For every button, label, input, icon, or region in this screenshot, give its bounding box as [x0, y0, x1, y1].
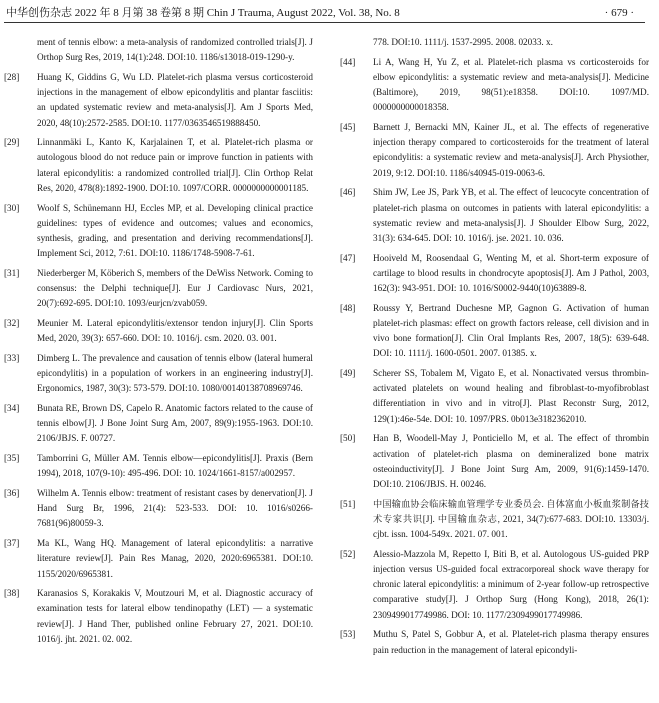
- reference-entry: [4, 486, 313, 532]
- reference-entry: [340, 55, 649, 116]
- reference-text: Han B, Woodell-May J, Ponticiello M, et al. The effect of thrombin activation of platelet-rich plasma on demineralized bone matrix osteoinductivity[J]. J Bone Joint Surg Am, 2009, 91(6):1459-1470. DOI:10. 2106/JBJS. H. 00246.: [373, 433, 649, 489]
- reference-entry: [340, 547, 649, 623]
- reference-entry: [4, 316, 313, 346]
- reference-column-right: [340, 35, 649, 662]
- reference-entry: [4, 266, 313, 312]
- reference-number: [48]: [340, 302, 356, 313]
- reference-number: [44]: [340, 56, 356, 67]
- reference-text: 778. DOI:10. 1111/j. 1537-2995. 2008. 02033. x.: [373, 37, 553, 47]
- reference-text: Karanasios S, Korakakis V, Moutzouri M, et al. Diagnostic accuracy of examination tests for lateral elbow tendinopathy (LET) — a systematic review[J]. J Hand Ther, published online February 27, 2021. DOI:10. 1016/j. jht. 2021. 02. 002.: [37, 588, 313, 644]
- reference-text: Huang K, Giddins G, Wu LD. Platelet-rich plasma versus corticosteroid injections in the management of elbow epicondylitis and plantar fasciitis: an updated systematic review and meta-analysis[J]. Am J Sports Med, 2020, 48(10):2572-2585. DOI:10. 1177/0363546519888450.: [37, 71, 313, 128]
- reference-number: [28]: [4, 71, 20, 82]
- reference-entry: [340, 301, 649, 362]
- reference-entry: [4, 351, 313, 397]
- reference-text: Scherer SS, Tobalem M, Vigato E, et al. Nonactivated versus thrombin-activated platelets on wound healing and fibroblast-to-myofibroblast differentiation in vivo and in vitro[J]. Plast Reconstr Surg, 2012, 129(1):46e-54e. DOI: 10. 1097/PRS. 0b013e3182362010.: [373, 368, 649, 424]
- reference-column-left: [4, 35, 313, 652]
- reference-number: [51]: [340, 498, 356, 509]
- running-header: [6, 6, 634, 20]
- reference-text: Roussy Y, Bertrand Duchesne MP, Gagnon G. Activation of human platelet-rich plasmas: effect on growth factors release, cell division and in vivo bone formation[J]. Clin Oral Implants Res, 2007, 18(5): 639-648. DOI: 10. 1111/j. 1600-0501. 2007. 01385. x.: [373, 302, 649, 359]
- reference-number: [38]: [4, 588, 20, 599]
- reference-entry: [4, 70, 313, 131]
- header-rule: [4, 22, 645, 23]
- reference-number: [30]: [4, 202, 20, 213]
- reference-number: [29]: [4, 137, 20, 148]
- reference-number: [34]: [4, 402, 20, 413]
- reference-text: Li A, Wang H, Yu Z, et al. Platelet-rich plasma vs corticosteroids for elbow epicondylitis: a systematic review and meta-analysis[J]. Medicine (Baltimore), 2019, 98(51):e18358. DOI:10. 1097/MD. 0000000000018358.: [373, 56, 649, 113]
- reference-entry: [4, 35, 313, 65]
- reference-number: [32]: [4, 317, 20, 328]
- reference-number: [47]: [340, 252, 356, 263]
- reference-entry: [340, 627, 649, 657]
- reference-text: Hooiveld M, Roosendaal G, Wenting M, et al. Short-term exposure of cartilage to blood results in chondrocyte apoptosis[J]. Am J Pathol, 2003, 162(3): 943-951. DOI: 10. 1016/S0002-9440(10)63889-8.: [373, 252, 649, 294]
- reference-text: Meunier M. Lateral epicondylitis/extensor tendon injury[J]. Clin Sports Med, 2020, 39(3): 657-660. DOI: 10. 1016/j. csm. 2020. 03. 001.: [37, 317, 313, 344]
- reference-text: Ma KL, Wang HQ. Management of lateral epicondylitis: a narrative literature review[J]. Pain Res Manag, 2020, 2020:6965381. DOI:10. 1155/2020/6965381.: [37, 538, 313, 579]
- reference-number: [49]: [340, 368, 356, 379]
- reference-text: Tamborrini G, Müller AM. Tennis elbow—epicondylitis[J]. Praxis (Bern 1994), 2018, 107(9-10): 495-496. DOI: 10. 1024/1661-8157/a002957.: [37, 453, 313, 479]
- reference-entry: [4, 201, 313, 262]
- reference-text: Linnanmäki L, Kanto K, Karjalainen T, et al. Platelet-rich plasma or autologous blood do not reduce pain or improve function in patients with lateral epicondylitis: a randomized controlled trial[J]. Clin Orthop Relat Res, 2020, 478(8):1892-1900. DOI:10. 1097/CORR. 0000000000001185.: [37, 137, 313, 193]
- reference-number: [33]: [4, 352, 20, 363]
- reference-entry: [340, 251, 649, 297]
- reference-entry: [340, 35, 649, 50]
- reference-entry: [4, 451, 313, 481]
- reference-entry: [340, 431, 649, 492]
- reference-number: [31]: [4, 267, 20, 278]
- reference-number: [46]: [340, 187, 356, 198]
- reference-text: Muthu S, Patel S, Gobbur A, et al. Platelet-rich plasma therapy ensures pain reduction in the management of lateral epicondyli-: [373, 629, 649, 655]
- reference-entry: [340, 497, 649, 543]
- reference-entry: [340, 120, 649, 181]
- reference-number: [50]: [340, 433, 356, 444]
- reference-entry: [340, 185, 649, 246]
- reference-number: [35]: [4, 453, 20, 464]
- reference-text: Niederberger M, Köberich S, members of the DeWiss Network. Coming to consensus: the Delphi technique[J]. Eur J Cardiovasc Nurs, 2021, 20(7):692-695. DOI:10. 1093/eurjcn/zvab059.: [37, 267, 313, 309]
- reference-text: 中国输血协会临床输血管理学专业委员会. 自体富血小板血浆制备技术专家共识[J]. 中国输血杂志, 2021, 34(7):677-683. DOI:10. 13303/j. cjbt. issn. 1004-549x. 2021. 07. 001.: [373, 498, 649, 540]
- reference-entry: [340, 366, 649, 427]
- reference-entry: [4, 586, 313, 647]
- reference-text: Woolf S, Schünemann HJ, Eccles MP, et al. Developing clinical practice guidelines: types of evidence and outcomes; values and economics, synthesis, grading, and presentation and deriving recommendations[J]. Implement Sci, 2012, 7:61. DOI:10. 1186/1748-5908-7-61.: [37, 202, 313, 259]
- page-number: · 679 ·: [604, 7, 634, 19]
- reference-number: [37]: [4, 538, 20, 549]
- reference-entry: [4, 401, 313, 447]
- reference-number: [36]: [4, 487, 20, 498]
- reference-number: [53]: [340, 629, 356, 640]
- reference-entry: [4, 536, 313, 582]
- reference-number: [52]: [340, 548, 356, 559]
- reference-text: Bunata RE, Brown DS, Capelo R. Anatomic factors related to the cause of tennis elbow[J]. J Bone Joint Surg Am, 2007, 89(9):1955-1963. DOI:10. 2106/JBJS. F. 00727.: [37, 402, 313, 444]
- reference-text: Dimberg L. The prevalence and causation of tennis elbow (lateral humeral epicondylitis) in a population of workers in an engineering industry[J]. Ergonomics, 1987, 30(3): 573-579. DOI:10. 1080/00140138708969746.: [37, 352, 313, 394]
- reference-text: Barnett J, Bernacki MN, Kainer JL, et al. The effects of regenerative injection therapy compared to corticosteroids for the treatment of lateral epicondylitis: a systematic review and meta-analysis[J]. Arch Physiother, 2019, 9:12. DOI:10. 1186/s40945-019-0063-6.: [373, 122, 649, 178]
- journal-citation-header: 中华创伤杂志 2022 年 8 月第 38 卷第 8 期 Chin J Trauma, August 2022, Vol. 38, No. 8: [6, 7, 400, 19]
- reference-text: Wilhelm A. Tennis elbow: treatment of resistant cases by denervation[J]. J Hand Surg Br, 1996, 21(4): 523-533. DOI: 10. 1016/s0266-7681(96)80059-3.: [37, 487, 313, 529]
- reference-number: [45]: [340, 122, 356, 133]
- reference-text: ment of tennis elbow: a meta-analysis of randomized controlled trials[J]. J Orthop Surg Res, 2019, 14(1):248. DOI:10. 1186/s13018-019-1290-y.: [37, 37, 313, 63]
- reference-text: Alessio-Mazzola M, Repetto I, Biti B, et al. Autologous US-guided PRP injection versus US-guided focal extracorporeal shock wave therapy for chronic lateral epicondylitis: a minimum of 2-year follow-up retrospective comparative study[J]. J Orthop Surg (Hong Kong), 2018, 26(1): 2309499017749986. DOI: 10. 1177/2309499017749986.: [373, 548, 649, 620]
- reference-entry: [4, 135, 313, 196]
- reference-text: Shim JW, Lee JS, Park YB, et al. The effect of leucocyte concentration of platelet-rich plasma on outcomes in patients with lateral epicondylitis: a systematic review and meta-analysis[J]. J Shoulder Elbow Surg, 2022, 31(3): 634-645. DOI: 10. 1016/j. jse. 2021. 10. 036.: [373, 187, 649, 243]
